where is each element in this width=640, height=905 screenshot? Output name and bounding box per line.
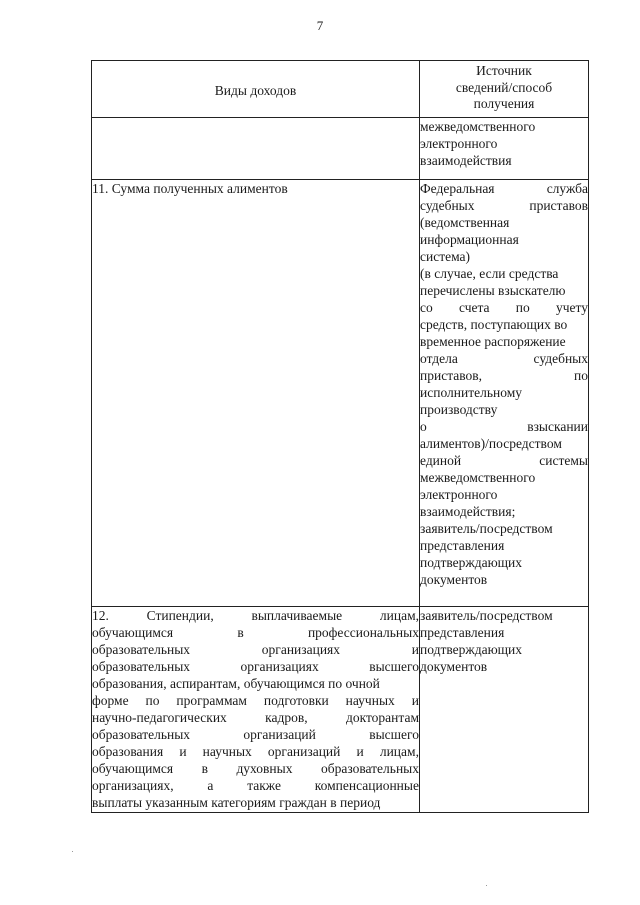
source-cell bbox=[420, 180, 589, 607]
source-line: взаимодействия; bbox=[420, 504, 516, 519]
scan-speck bbox=[486, 885, 487, 886]
income-type-cell bbox=[92, 180, 420, 607]
table-row bbox=[92, 607, 589, 813]
source-line: межведомственного bbox=[420, 470, 536, 485]
source-line: судебных приставов bbox=[420, 198, 588, 213]
source-line: система) bbox=[420, 249, 471, 264]
source-line: (ведомственная bbox=[420, 215, 510, 230]
income-type-line: образовательных организациях и bbox=[92, 642, 419, 657]
table-row bbox=[92, 180, 589, 607]
income-type-line: образования и научных организаций и лицам, bbox=[92, 744, 419, 759]
source-line: представления bbox=[420, 538, 505, 553]
table-header-row bbox=[92, 61, 589, 118]
source-line: электронного bbox=[420, 136, 498, 151]
source-line: Федеральная служба bbox=[420, 181, 588, 196]
table-row bbox=[92, 118, 589, 180]
source-line: приставов, по bbox=[420, 368, 588, 383]
source-line: единой системы bbox=[420, 453, 588, 468]
source-line: заявитель/посредством bbox=[420, 521, 553, 536]
source-line: средств, поступающих во bbox=[420, 317, 568, 332]
source-line: алиментов)/посредством bbox=[420, 436, 562, 451]
income-type-line: образования, аспирантам, обучающимся по очной bbox=[92, 676, 380, 691]
income-type-line: образовательных организаций высшего bbox=[92, 727, 419, 742]
source-line: документов bbox=[420, 572, 488, 587]
page-number: 7 bbox=[316, 18, 324, 33]
income-type-cell bbox=[92, 607, 420, 813]
source-line: (в случае, если средства bbox=[420, 266, 559, 281]
source-line: информационная bbox=[420, 232, 519, 247]
source-line: межведомственного bbox=[420, 119, 536, 134]
income-type-line: форме по программам подготовки научных и bbox=[92, 693, 419, 708]
source-line: отдела судебных bbox=[420, 351, 588, 366]
income-table bbox=[91, 60, 589, 813]
income-type-line: 12. Стипендии, выплачиваемые лицам, bbox=[92, 608, 419, 623]
income-type-cell bbox=[92, 118, 420, 180]
source-line: представления bbox=[420, 625, 505, 640]
income-type-line: обучающимся в духовных образовательных bbox=[92, 761, 419, 776]
source-line: со счета по учету bbox=[420, 300, 588, 315]
source-line: подтверждающих bbox=[420, 642, 523, 657]
header-source-line: сведений/способ bbox=[455, 79, 553, 95]
income-type-line: 11. Сумма полученных алиментов bbox=[92, 181, 288, 196]
source-line: документов bbox=[420, 659, 488, 674]
header-source-line: получения bbox=[473, 96, 535, 111]
source-line: о взыскании bbox=[420, 419, 588, 434]
source-line: подтверждающих bbox=[420, 555, 523, 570]
scan-speck bbox=[72, 851, 73, 852]
source-cell bbox=[420, 607, 589, 813]
source-line: электронного bbox=[420, 487, 498, 502]
source-line: взаимодействия bbox=[420, 153, 512, 168]
source-line: заявитель/посредством bbox=[420, 608, 553, 623]
income-type-line: обучающимся в профессиональных bbox=[92, 625, 419, 640]
source-line: перечислены взыскателю bbox=[420, 283, 566, 298]
header-source-line: Источник bbox=[476, 63, 532, 78]
income-type-line: выплаты указанным категориям граждан в период bbox=[92, 795, 381, 810]
source-cell bbox=[420, 118, 589, 180]
source-line: временное распоряжение bbox=[420, 334, 566, 349]
source-line: исполнительному bbox=[420, 385, 522, 400]
income-type-line: научно-педагогических кадров, докторантам bbox=[92, 710, 419, 725]
header-source bbox=[420, 61, 589, 118]
header-income-types: Виды доходов bbox=[92, 61, 420, 118]
income-type-line: образовательных организациях высшего bbox=[92, 659, 419, 674]
source-line: производству bbox=[420, 402, 498, 417]
income-type-line: организациях, а также компенсационные bbox=[92, 778, 419, 793]
